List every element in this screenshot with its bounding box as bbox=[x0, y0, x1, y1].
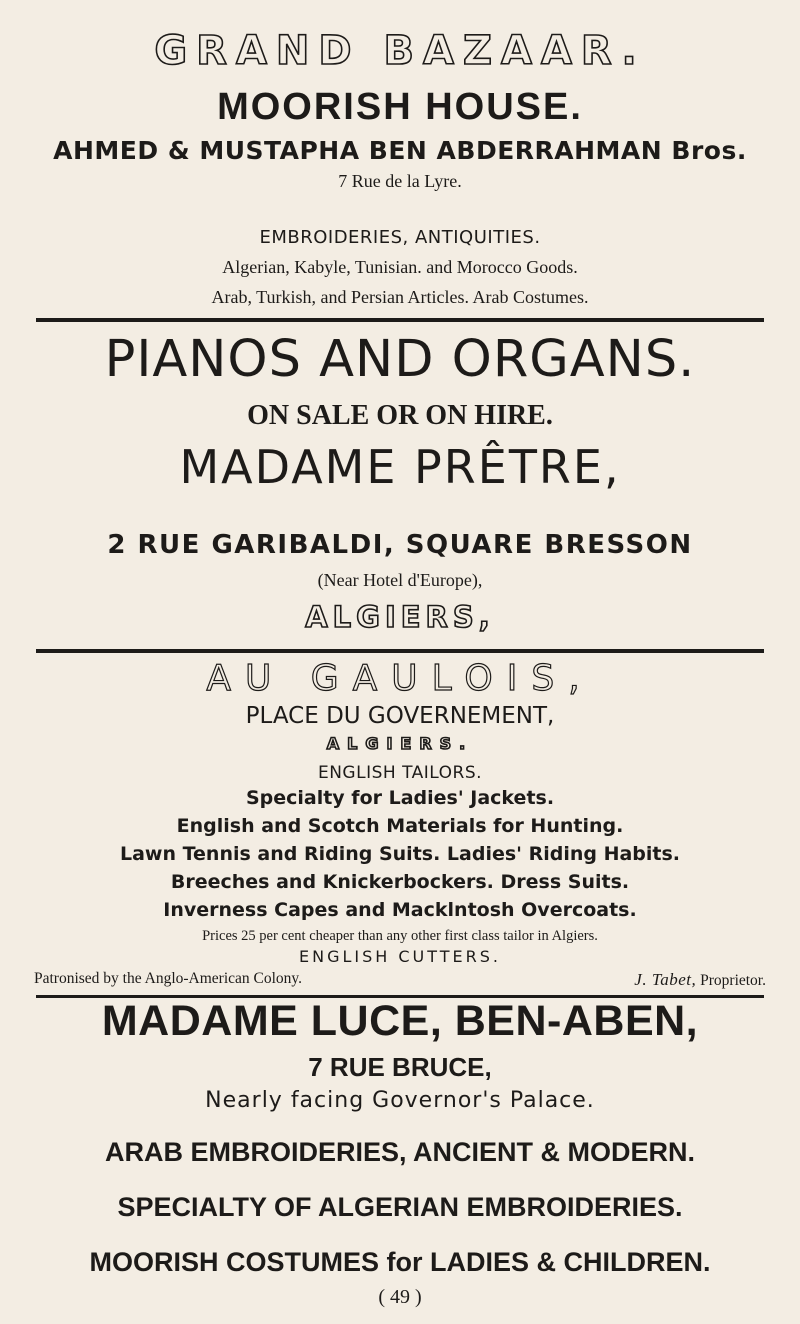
proprietor-name: J. Tabet, bbox=[634, 970, 697, 989]
au-gaulois-heading: AU GAULOIS, bbox=[206, 658, 594, 699]
pianos-organs-heading: PIANOS AND ORGANS. bbox=[104, 330, 696, 389]
gaulois-line-3: Lawn Tennis and Riding Suits. Ladies' Riding Habits. bbox=[119, 843, 681, 865]
gaulois-line-5: Inverness Capes and Macklntosh Overcoats. bbox=[163, 899, 637, 921]
bazaar-proprietors: AHMED & MUSTAPHA BEN ABDERRAHMAN Bros. bbox=[53, 136, 747, 165]
bazaar-goods-title: EMBROIDERIES, ANTIQUITIES. bbox=[259, 227, 541, 248]
gaulois-location: PLACE DU GOVERNEMENT, bbox=[245, 703, 555, 729]
gaulois-proprietor bbox=[634, 970, 766, 990]
gaulois-line-2: English and Scotch Materials for Hunting. bbox=[176, 815, 624, 837]
grand-bazaar-heading: GRAND BAZAAR. bbox=[154, 28, 646, 74]
luce-line-1: ARAB EMBROIDERIES, ANCIENT & MODERN. bbox=[104, 1137, 696, 1167]
moorish-house-title: MOORISH HOUSE. bbox=[217, 86, 583, 128]
luce-address: 7 RUE BRUCE, bbox=[308, 1052, 492, 1082]
sale-or-hire: ON SALE OR ON HIRE. bbox=[247, 400, 553, 431]
luce-landmark: Nearly facing Governor's Palace. bbox=[205, 1088, 595, 1113]
gaulois-cutters: ENGLISH CUTTERS. bbox=[299, 947, 501, 966]
gaulois-prices: Prices 25 per cent cheaper than any other first class tailor in Algiers. bbox=[202, 928, 598, 944]
gaulois-line-1: Specialty for Ladies' Jackets. bbox=[245, 787, 555, 809]
madame-luce-heading: MADAME LUCE, BEN-ABEN, bbox=[101, 997, 699, 1045]
page-number: ( 49 ) bbox=[378, 1286, 422, 1308]
proprietor-title: Proprietor. bbox=[700, 972, 766, 989]
bazaar-goods-line-2: Arab, Turkish, and Persian Articles. Arab Costumes. bbox=[211, 287, 589, 307]
gaulois-footer bbox=[34, 970, 766, 992]
pianos-landmark: (Near Hotel d'Europe), bbox=[317, 570, 483, 590]
luce-line-2: SPECIALTY OF ALGERIAN EMBROIDERIES. bbox=[117, 1192, 683, 1222]
gaulois-line-4: Breeches and Knickerbockers. Dress Suits. bbox=[170, 871, 630, 893]
bazaar-address: 7 Rue de la Lyre. bbox=[338, 171, 462, 191]
divider-rule bbox=[36, 318, 764, 322]
divider-rule bbox=[36, 649, 764, 653]
gaulois-city: ALGIERS. bbox=[326, 734, 474, 753]
bazaar-goods-line-1: Algerian, Kabyle, Tunisian. and Morocco Goods. bbox=[222, 257, 578, 277]
gaulois-patronage: Patronised by the Anglo-American Colony. bbox=[34, 970, 303, 987]
pianos-address: 2 RUE GARIBALDI, SQUARE BRESSON bbox=[107, 530, 693, 560]
madame-pretre-name: MADAME PRÊTRE, bbox=[179, 440, 621, 494]
gaulois-trade: ENGLISH TAILORS. bbox=[317, 763, 483, 783]
pianos-city: ALGIERS, bbox=[305, 600, 495, 634]
luce-line-3: MOORISH COSTUMES for LADIES & CHILDREN. bbox=[89, 1247, 711, 1277]
